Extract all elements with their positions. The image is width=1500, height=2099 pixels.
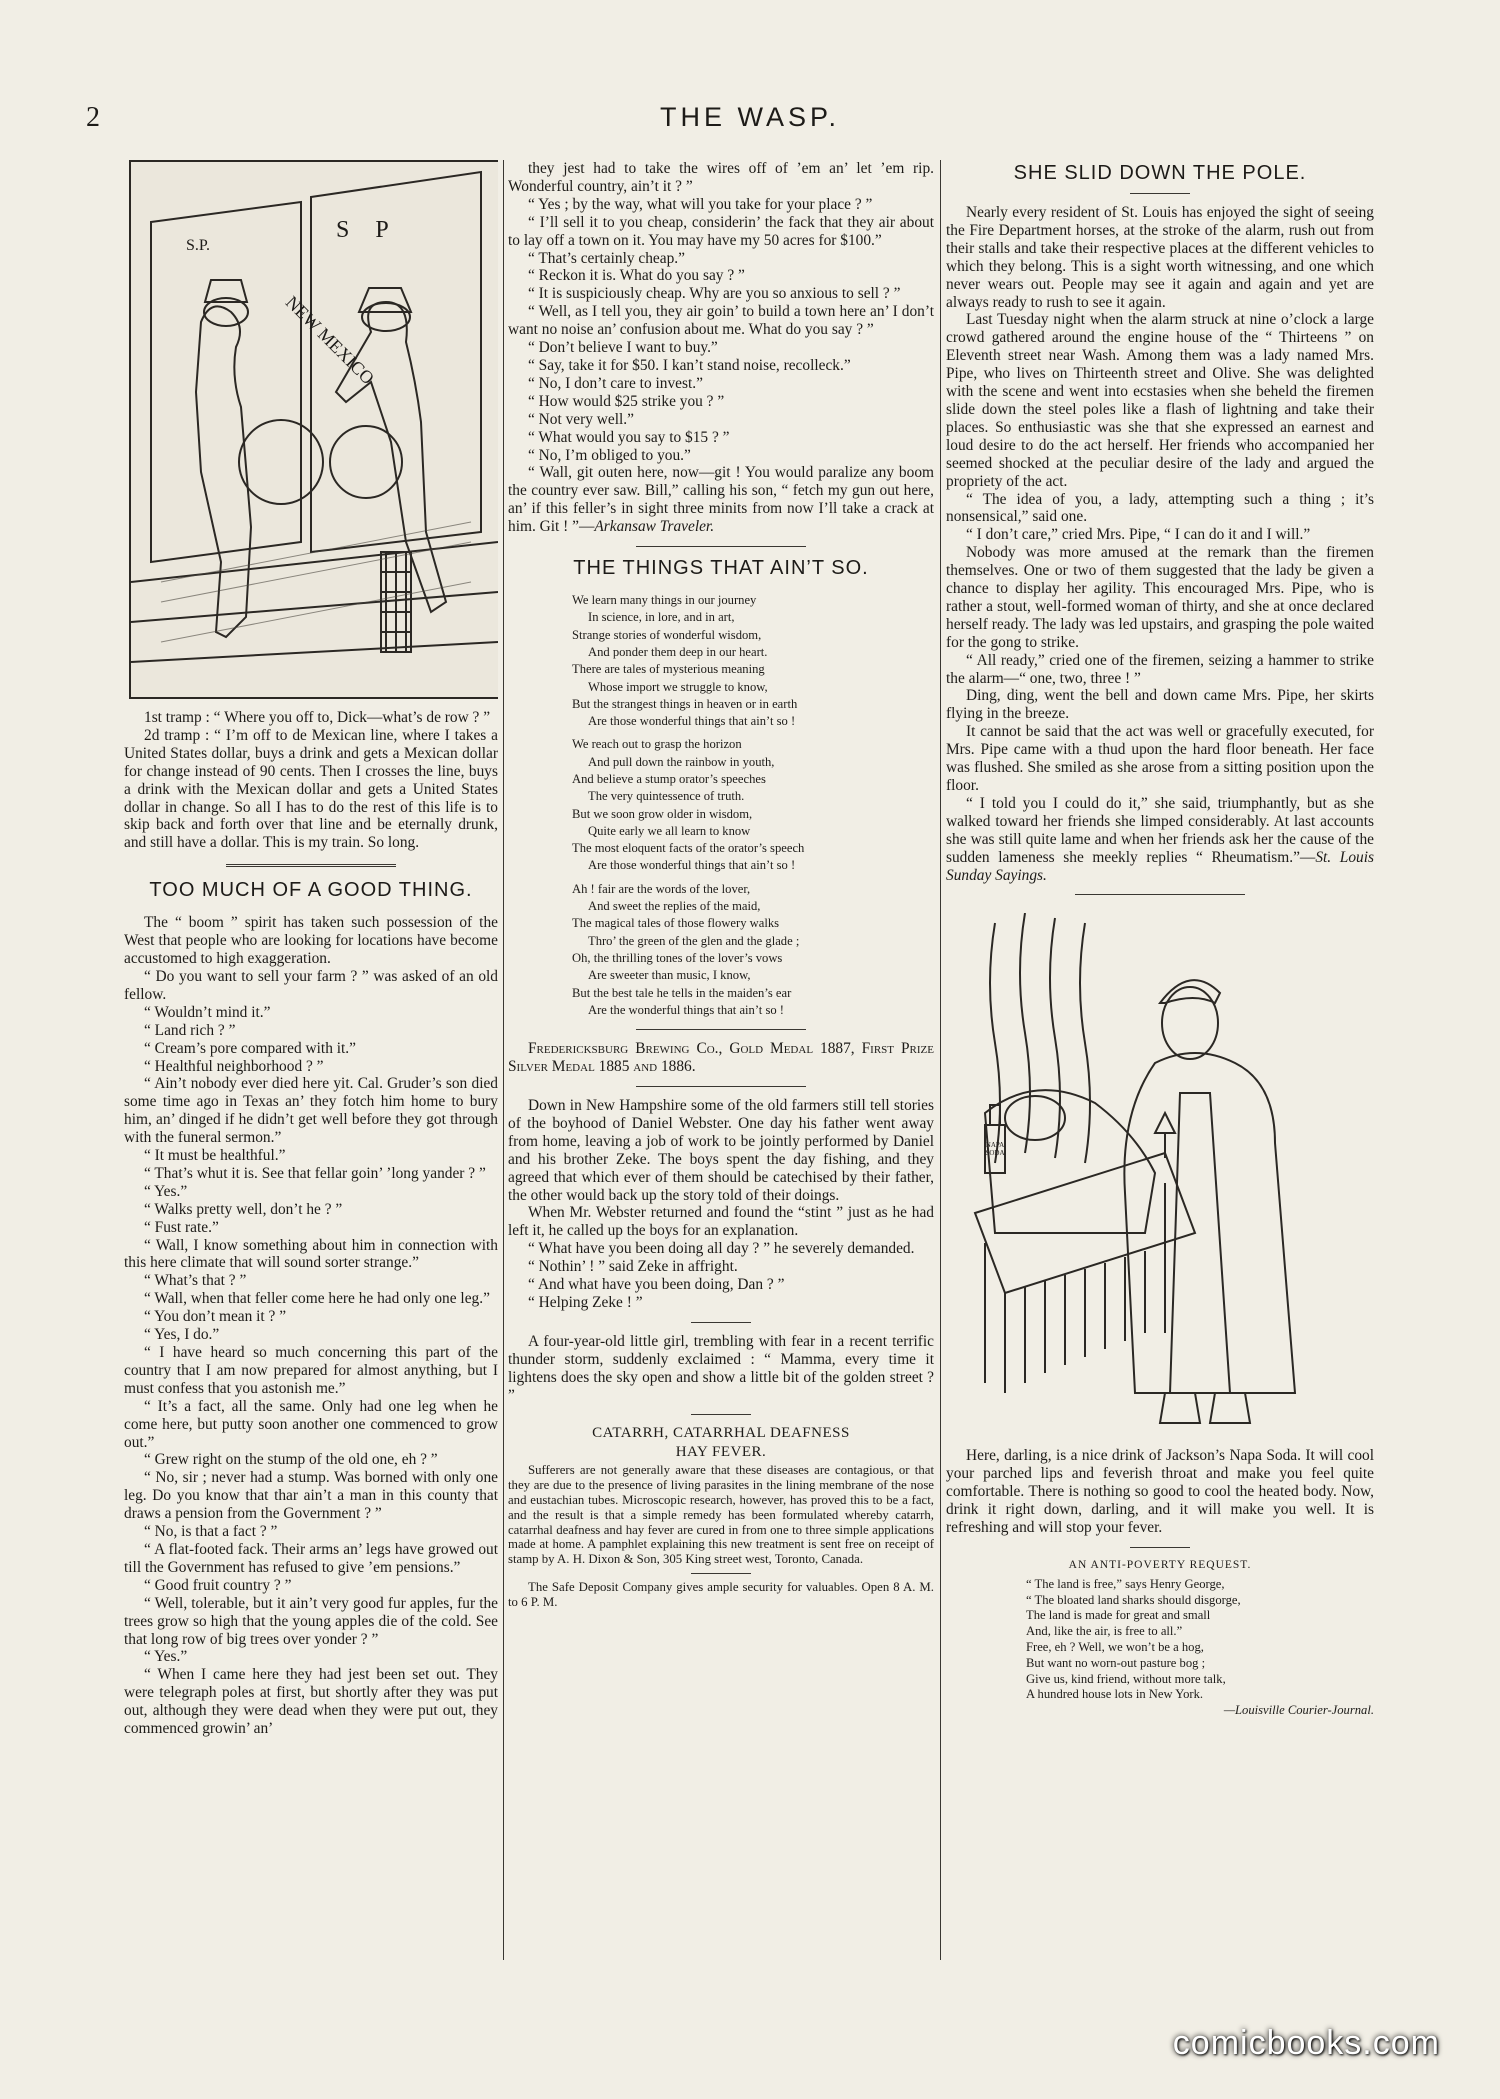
paragraph: “ You don’t mean it ? ” [144, 1308, 287, 1326]
paragraph-with-attribution [946, 795, 1374, 885]
paragraph: “ Grew right on the stump of the old one, eh ? ” [144, 1451, 438, 1469]
paragraph: “ It must be healthful.” [144, 1147, 286, 1165]
paragraph: “ Nothin’ ! ” said Zeke in affright. [528, 1258, 738, 1276]
article-continuation [508, 160, 934, 464]
paragraph: “ And what have you been doing, Dan ? ” [528, 1276, 785, 1294]
separator [1130, 1547, 1190, 1548]
paragraph: “ How would $25 strike you ? ” [528, 392, 725, 410]
paragraph: Nearly every resident of St. Louis has enjoyed the sight of seeing the Fire Department horses, at the stroke of the alarm, rush out from their stalls and take their respective places at the different vehicles to which they belong. This is a sight worth witnessing, and one which never wears out. People may see it again and again and yet are always ready to rush to see it again. [946, 204, 1374, 311]
poem-line: Give us, kind friend, without more talk, [1026, 1671, 1226, 1686]
paragraph: “ What’s that ? ” [144, 1272, 247, 1290]
catarrh-title-2: HAY FEVER. [675, 1444, 767, 1461]
paragraph: It cannot be said that the act was well or gracefully executed, for Mrs. Pipe came with a thud upon the hard floor beneath. Her face was flushed. She smiled as she arose from a sitting position upon the floor. [946, 723, 1374, 794]
paragraph: “ All ready,” cried one of the firemen, seizing a hammer to strike the alarm—“ one, two, three ! ” [946, 651, 1374, 687]
paragraph: “ Yes ; by the way, what will you take for your place ? ” [528, 195, 873, 213]
separator [226, 864, 396, 867]
separator [691, 1414, 751, 1415]
closing-paragraph [508, 464, 934, 536]
paragraph: “ When I came here they had jest been set out. They were telegraph poles at first, but shortly after they was put out, although they were dead when they were put out, they commenced growin’ an’ [124, 1666, 498, 1738]
paragraph: “ Walks pretty well, don’t he ? ” [144, 1200, 343, 1218]
poem-line: Are those wonderful things that ain’t so ! [588, 858, 796, 873]
poem-line: Thro’ the green of the glen and the glade ; [588, 933, 800, 948]
poem-attribution: —Louisville Courier-Journal. [1223, 1703, 1374, 1718]
poem-body [572, 592, 934, 1019]
separator [691, 1322, 751, 1323]
paragraph: “ No, is that a fact ? ” [144, 1523, 278, 1541]
poem-line: Whose import we struggle to know, [588, 679, 768, 694]
paragraph: “ Cream’s pore compared with it.” [144, 1039, 356, 1057]
paragraph-text: “ I told you I could do it,” she said, triumphantly, but as she walked toward her friends she limped considerably. At last accounts she was still quite lame and when her friends ask her the cause of the sudden lameness she meekly replies “ Rheumatism.”— [946, 794, 1374, 866]
poem-line: Are those wonderful things that ain’t so ! [588, 714, 796, 729]
paragraph: “ Say, take it for $50. I kan’t stand noise, recolleck.” [528, 356, 851, 374]
poem-line: But the best tale he tells in the maiden’s ear [572, 985, 792, 1000]
poem-line: Oh, the thrilling tones of the lover’s vows [572, 950, 783, 965]
paragraph: “ Yes.” [144, 1648, 188, 1666]
poem-line: In science, in lore, and in art, [588, 610, 735, 625]
column-rule-left [503, 160, 504, 1960]
poem-line: And pull down the rainbow in youth, [588, 754, 775, 769]
poem-line: But the strangest things in heaven or in earth [572, 696, 798, 711]
poem-line: But want no worn-out pasture bog ; [1026, 1655, 1206, 1670]
separator [1130, 193, 1190, 194]
article-title: TOO MUCH OF A GOOD THING. [149, 879, 473, 902]
poem-line: There are tales of mysterious meaning [572, 662, 765, 677]
poem-line: And believe a stump orator’s speeches [572, 772, 766, 786]
separator [636, 1086, 806, 1087]
poem-stanza [572, 592, 934, 730]
column-middle [508, 160, 934, 1960]
poem-line: The most eloquent facts of the orator’s speech [572, 841, 805, 856]
paragraph: “ Well, tolerable, but it ain’t very good fur apples, fur the trees grow so high that the young apples die of the cold. See that long row of big trees over yonder ? ” [124, 1594, 498, 1648]
column-right [946, 160, 1374, 1950]
paragraph: “ That’s whut it is. See that fellar goin’ ’long yander ? ” [144, 1164, 486, 1182]
paragraph: “ Reckon it is. What do you say ? ” [528, 267, 745, 285]
paragraph: “ I don’t care,” cried Mrs. Pipe, “ I can do it and I will.” [966, 526, 1311, 544]
closing-paragraph-text: “ Wall, git outen here, now—git ! You would paralize any boom the country ever saw. Bill,” calling his son, “ fetch my gun out here, an’ if this feller’s in sight three minits from now I’ll take a crack at him. Git ! ”— [508, 464, 934, 536]
paragraph: “ Land rich ? ” [144, 1021, 236, 1039]
paragraph: Down in New Hampshire some of the old farmers still tell stories of the boyhood of Daniel Webster. One day his father went away from home, leaving a job of work to be jointly performed by Daniel and his brother Zeke. The boys spent the day fishing, and they agreed that which ever of them should be catechised by their father, the other would back up the story told of their doings. [508, 1096, 934, 1204]
paragraph: “ It’s a fact, all the same. Only had one leg when he come here, but putty soon another one commenced to grow out.” [124, 1397, 498, 1451]
paragraph: “ The idea of you, a lady, attempting such a thing ; it’s nonsensical,” said one. [946, 490, 1374, 526]
nurse-illustration [965, 913, 1355, 1435]
paragraph: “ Yes, I do.” [144, 1326, 220, 1344]
poem-line: Are the wonderful things that ain’t so ! [588, 1002, 784, 1017]
poem-line: Are sweeter than music, I know, [588, 968, 751, 983]
paragraph: “ That’s certainly cheap.” [528, 249, 685, 267]
poem-line: We learn many things in our journey [572, 593, 757, 608]
paragraph: “ Well, as I tell you, they air goin’ to build a town here an’ I don’t want no noise an’ confusion about me. What do you say ? ” [508, 303, 934, 339]
poem-line: But we soon grow older in wisdom, [572, 806, 753, 821]
separator [636, 1029, 806, 1030]
anti-poverty-poem [1026, 1558, 1374, 1719]
girl-anecdote: A four-year-old little girl, trembling with fear in a recent terrific thunder storm, suddenly exclaimed : “ Mamma, every time it lightens does the sky open and show a little bit of the golden street ? ” [508, 1332, 934, 1404]
paragraph: “ Fust rate.” [144, 1218, 219, 1236]
poem-title-small: AN ANTI-POVERTY REQUEST. [1068, 1558, 1252, 1571]
paragraph: “ Wall, when that feller come here he had only one leg.” [144, 1290, 490, 1308]
paragraph: Last Tuesday night when the alarm struck at nine o’clock a large crowd gathered around the engine house of the “ Thirteens ” on Eleventh street near Wash. Among them was a lady named Mrs. Pipe, who lives on Thirteenth street and Olive. She was delighted with the scene and went into ecstasies when she beheld the firemen slide down the steel poles like a flash of lightning and take their places. So enthusiastic was she that she expressed an earnest and loud desire to do the act herself. Her friends who accompanied her seemed shocked at the peculiar desire of the lady and argued the propriety of the act. [946, 311, 1374, 490]
webster-anecdote [508, 1097, 934, 1312]
paragraph: “ Helping Zeke ! ” [528, 1293, 643, 1311]
paragraph: “ I have heard so much concerning this part of the country that I am now prepared for almost anything, but I must confess that you astonish me.” [124, 1344, 498, 1397]
paragraph: “ Yes.” [144, 1182, 188, 1200]
separator [636, 546, 806, 547]
paragraph: “ A flat-footed fack. Their arms an’ legs have growed out till the Government has refused to give ’em pensions.” [124, 1540, 498, 1576]
watermark: comicbooks.com [1172, 2024, 1440, 2062]
poem-line: And sweet the replies of the maid, [588, 899, 761, 914]
paragraph: “ No, sir ; never had a stump. Was borned with only one leg. Do you know that thar ain’t a man in this county that draws a pension from the Government ? ” [124, 1469, 498, 1523]
separator [1075, 894, 1245, 895]
poem-line: We reach out to grasp the horizon [572, 737, 742, 752]
illustration-caption: Here, darling, is a nice drink of Jackson’s Napa Soda. It will cool your parched lips and feverish throat and make you feel quite comfortable. There is nothing so good to cool the heated body. Now, drink it right down, darling, and it will make you well. It is refreshing and will stop your fever. [946, 1447, 1374, 1537]
paragraph: When Mr. Webster returned and found the “stint ” just as he had left it, he called up the boys for an explanation. [508, 1204, 934, 1240]
paragraph: “ What would you say to $15 ? ” [528, 428, 730, 446]
paragraph: they jest had to take the wires off of ’em an’ let ’em rip. Wonderful country, ain’t it ? ” [508, 160, 934, 195]
tramps-illustration [129, 160, 498, 699]
poem-line: “ The land is free,” says Henry George, [1026, 1576, 1225, 1591]
poem-line: And ponder them deep in our heart. [588, 644, 768, 659]
bottle-label: NAPA SODA [985, 1141, 1005, 1158]
attribution: St. Louis Sunday Sayings. [946, 848, 1374, 884]
paragraph: “ No, I’m obliged to you.” [528, 446, 691, 464]
sign-sp-right: S P [336, 217, 399, 243]
poem-stanza [572, 881, 934, 1019]
poem-line: A hundred house lots in New York. [1026, 1687, 1204, 1702]
poem-line: Free, eh ? Well, we won’t be a hog, [1026, 1639, 1204, 1654]
paragraph: “ Wouldn’t mind it.” [144, 1003, 271, 1021]
poem-line: And, like the air, is free to all.” [1026, 1624, 1183, 1639]
paragraph: “ What have you been doing all day ? ” he severely demanded. [528, 1240, 915, 1258]
page-number: 2 [86, 102, 100, 133]
brewing-notice: Fredericksburg Brewing Co., Gold Medal 1887, First Prize Silver Medal 1885 and 1886. [508, 1040, 934, 1076]
paragraph: “ Healthful neighborhood ? ” [144, 1057, 324, 1075]
catarrh-body: Sufferers are not generally aware that these diseases are contagious, or that they are due to the presence of living parasites in the lining membrane of the nose and eustachian tubes. Microscopic research, however, has proved this to be a fact, and the result is that a simple remedy has been formulated whereby catarrh, catarrhal deafness and hay fever are cured in from one to three simple applications made at home. A pamphlet explaining this new treatment is sent free on receipt of stamp by A. H. Dixon & Son, 305 King street west, Toronto, Canada. [508, 1463, 934, 1567]
tramp-line-2: 2d tramp : “ I’m off to de Mexican line, where I takes a United States dollar, buys a drink and gets a Mexican dollar for change instead of 90 cents. Then I crosses the line, buys a drink with the Mexican dollar and gets a United States dollar in change. So all I has to do the rest of this life is to skip back and forth over that line and be eternally drunk, and still have a dollar. This is my train. So long. [124, 726, 498, 852]
article-body-right [946, 204, 1374, 884]
paragraph: “ It is suspiciously cheap. Why are you so anxious to sell ? ” [528, 285, 901, 303]
poem-line: Ah ! fair are the words of the lover, [572, 881, 751, 896]
poem-line: The land is made for great and small [1026, 1608, 1211, 1623]
poem-line: “ The bloated land sharks should disgorge, [1026, 1592, 1241, 1607]
closing-attribution: Arkansaw Traveler. [594, 518, 715, 536]
paragraph: “ No, I don’t care to invest.” [528, 374, 703, 392]
sign-new-mexico: NEW MEXICO [281, 292, 379, 389]
paragraph: Ding, ding, went the bell and down came Mrs. Pipe, her skirts flying in the breeze. [946, 687, 1374, 723]
nurse-drawing [965, 913, 1355, 1435]
sign-sp-left: S.P. [186, 237, 211, 254]
paragraph: The “ boom ” spirit has taken such possession of the West that people who are looking for locations have become accustomed to high exaggeration. [124, 914, 498, 968]
poem-title: THE THINGS THAT AIN’T SO. [573, 557, 869, 580]
column-left [124, 160, 498, 1980]
paragraph: Nobody was more amused at the remark than the firemen themselves. One or two of them suggested that the lady be given a chance to display her agility. This encouraged Mrs. Pipe, who is rather a stout, well-formed woman of thirty, and she at once declared herself ready. The lady was led upstairs, and grasping the pole waited for the gong to strike. [946, 544, 1374, 651]
paragraph: “ Wall, I know something about him in connection with this here climate that will sound sorter strange.” [124, 1236, 498, 1272]
masthead: THE WASP. [659, 102, 841, 132]
poem-line: Quite early we all learn to know [588, 823, 751, 838]
article-body [124, 914, 498, 1738]
paragraph: “ Don’t believe I want to buy.” [528, 339, 718, 357]
paragraph: “ Do you want to sell your farm ? ” was asked of an old fellow. [124, 967, 498, 1003]
separator [691, 1573, 751, 1574]
paragraph: “ Not very well.” [528, 410, 634, 428]
paragraph: “ Good fruit country ? ” [144, 1576, 292, 1594]
poem-line: The very quintessence of truth. [588, 789, 745, 804]
catarrh-title-1: CATARRH, CATARRHAL DEAFNESS [592, 1425, 850, 1442]
poem-line: The magical tales of those flowery walks [572, 916, 780, 931]
poem-line: Strange stories of wonderful wisdom, [572, 627, 762, 642]
article-title-right: SHE SLID DOWN THE POLE. [1013, 162, 1307, 184]
paragraph: “ I’ll sell it to you cheap, considerin’ the fack that they air about to lay off a town on it. You may have my 50 acres for $100.” [508, 213, 934, 249]
column-rule-right [940, 160, 941, 1960]
poem-stanza [572, 736, 934, 874]
paragraph: “ Ain’t nobody ever died here yit. Cal. Gruder’s son died some time ago in Texas an’ they fotch him home to bury him, an’ dinged if he didn’t get well before they got through with the funeral sermon.” [124, 1075, 498, 1147]
safe-deposit-notice: The Safe Deposit Company gives ample security for valuables. Open 8 A. M. to 6 P. M. [508, 1580, 934, 1609]
tramp-line-1: 1st tramp : “ Where you off to, Dick—what’s de row ? ” [144, 709, 491, 726]
